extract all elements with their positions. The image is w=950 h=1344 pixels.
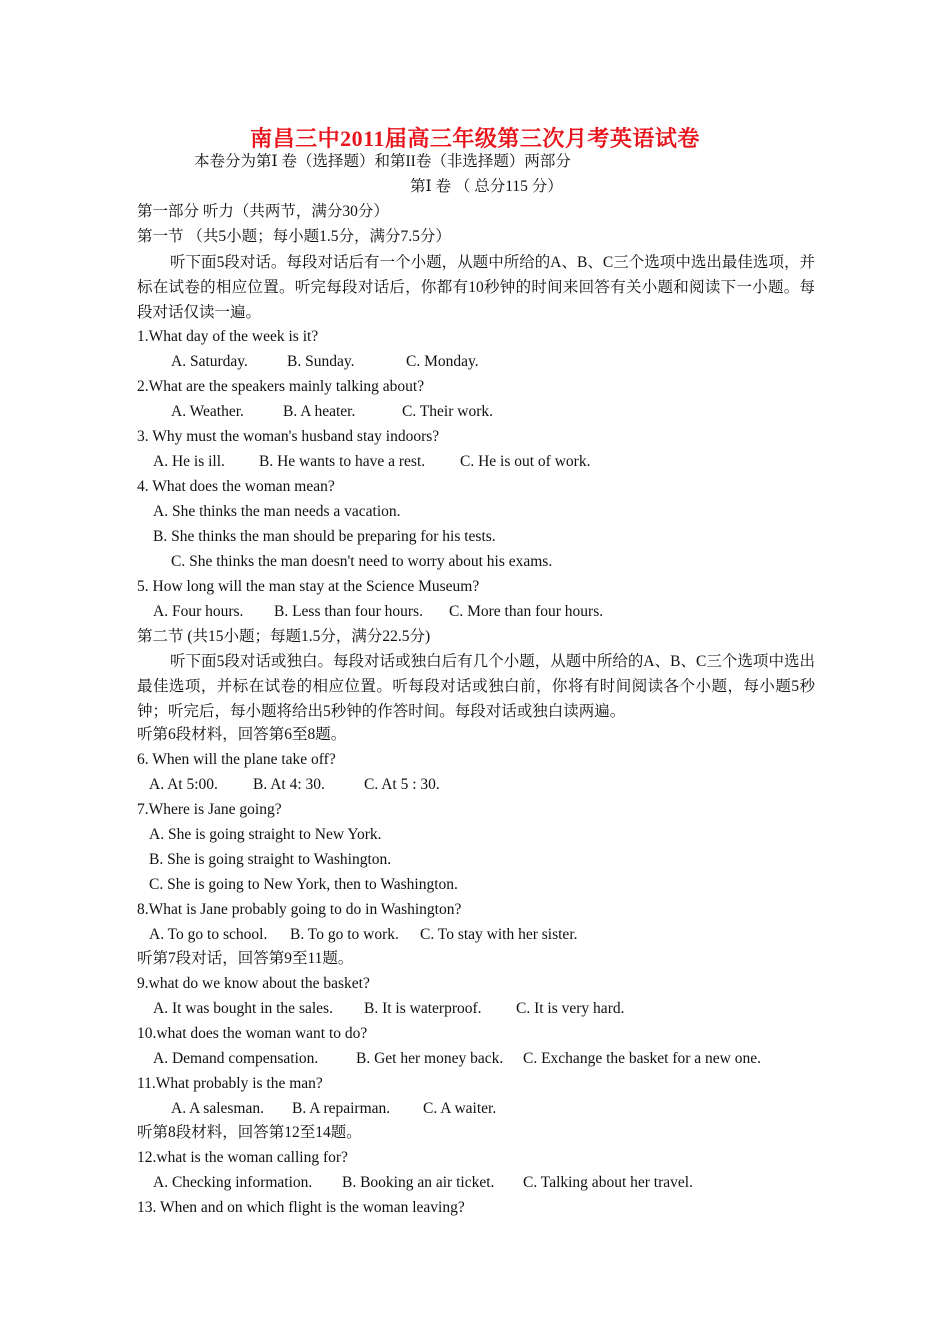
option-a: A. Saturday.: [171, 353, 248, 370]
option-a: A. Demand compensation.: [153, 1050, 319, 1067]
exam-intro: 本卷分为第Ⅰ 卷（选择题）和第II卷（非选择题）两部分: [194, 153, 571, 170]
question-5: 5. How long will the man stay at the Science Museum?: [137, 578, 480, 595]
question-2-options: [171, 401, 493, 423]
listen-material-8: 听第8段材料，回答第12至14题。: [137, 1124, 362, 1141]
section2-heading: 第二节 (共15小题；每题1.5分，满分22.5分): [137, 628, 431, 645]
option-b: B. Get her money back.: [356, 1050, 504, 1067]
listen-material-6: 听第6段材料，回答第6至8题。: [137, 726, 347, 743]
option-c: C. It is very hard.: [516, 1000, 625, 1017]
question-10-options: [153, 1048, 762, 1070]
option-c: C. Monday.: [406, 353, 479, 370]
question-9-options: [153, 998, 625, 1020]
option-a: A. At 5:00.: [149, 776, 218, 793]
option-c: C. To stay with her sister.: [420, 926, 578, 943]
section1-instructions: 听下面5段对话。每段对话后有一个小题，从题中所给的A、B、C三个选项中选出最佳选项，并标在试卷的相应位置。听完每段对话后，你都有10秒钟的时间来回答有关小题和阅读下一小题。每段对话仅读一遍。: [137, 254, 815, 321]
section1-heading: 第一节 （共5小题；每小题1.5分，满分7.5分）: [137, 228, 451, 245]
option-a: A. A salesman.: [171, 1100, 264, 1117]
option-c: C. More than four hours.: [449, 603, 604, 620]
question-6-options: [149, 774, 440, 796]
question-9: 9.what do we know about the basket?: [137, 975, 370, 992]
part-heading: 第一部分 听力（共两节，满分30分）: [137, 203, 389, 220]
question-11: 11.What probably is the man?: [137, 1075, 323, 1092]
option-c: C. Their work.: [402, 403, 493, 420]
option-c: C. Exchange the basket for a new one.: [523, 1050, 762, 1067]
question-12: 12.what is the woman calling for?: [137, 1149, 348, 1166]
option-a: A. She is going straight to New York.: [149, 826, 382, 843]
option-a: A. Four hours.: [153, 603, 244, 620]
option-b: B. To go to work.: [290, 926, 399, 943]
section2-instructions: 听下面5段对话或独白。每段对话或独白后有几个小题，从题中所给的A、B、C三个选项中选出最佳选项，并标在试卷的相应位置。听每段对话或独白前，你将有时间阅读各个小题，每小题5秒钟；听完后，每小题将给出5秒钟的作答时间。每段对话或独白读两遍。: [137, 653, 815, 720]
option-c: C. She thinks the man doesn't need to worry about his exams.: [171, 553, 553, 570]
question-7: 7.Where is Jane going?: [137, 801, 282, 818]
option-b: B. Less than four hours.: [274, 603, 423, 620]
question-12-options: [153, 1172, 693, 1194]
option-b: B. He wants to have a rest.: [259, 453, 426, 470]
question-11-options: [171, 1098, 497, 1120]
option-a: A. Weather.: [171, 403, 244, 420]
option-a: A. She thinks the man needs a vacation.: [153, 503, 401, 520]
option-b: B. She is going straight to Washington.: [149, 851, 392, 868]
question-8: 8.What is Jane probably going to do in Washington?: [137, 901, 462, 918]
question-10: 10.what does the woman want to do?: [137, 1025, 368, 1042]
question-8-options: [149, 924, 578, 946]
question-13: 13. When and on which flight is the woman leaving?: [137, 1199, 465, 1216]
option-b: B. Sunday.: [287, 353, 355, 370]
question-4: 4. What does the woman mean?: [137, 478, 335, 495]
option-c: C. Talking about her travel.: [523, 1174, 693, 1191]
option-b: B. A heater.: [283, 403, 356, 420]
option-c: C. He is out of work.: [460, 453, 591, 470]
question-5-options: [153, 601, 604, 623]
question-3: 3. Why must the woman's husband stay indoors?: [137, 428, 440, 445]
option-b: B. It is waterproof.: [364, 1000, 482, 1017]
option-c: C. At 5 : 30.: [364, 776, 440, 793]
option-a: A. It was bought in the sales.: [153, 1000, 333, 1017]
question-1-options: [171, 351, 479, 373]
option-b: B. She thinks the man should be preparing for his tests.: [153, 528, 496, 545]
exam-title: 南昌三中2011届高三年级第三次月考英语试卷: [250, 126, 700, 151]
volume-heading: 第Ⅰ 卷 （ 总分115 分）: [410, 178, 563, 195]
option-b: B. A repairman.: [292, 1100, 391, 1117]
option-a: A. To go to school.: [149, 926, 268, 943]
option-b: B. At 4: 30.: [253, 776, 325, 793]
question-1: 1.What day of the week is it?: [137, 328, 319, 345]
option-b: B. Booking an air ticket.: [342, 1174, 495, 1191]
question-3-options: [153, 451, 591, 473]
option-a: A. Checking information.: [153, 1174, 313, 1191]
listen-material-7: 听第7段对话，回答第9至11题。: [137, 950, 354, 967]
option-a: A. He is ill.: [153, 453, 225, 470]
question-6: 6. When will the plane take off?: [137, 751, 336, 768]
option-c: C. A waiter.: [423, 1100, 497, 1117]
question-2: 2.What are the speakers mainly talking about?: [137, 378, 425, 395]
option-c: C. She is going to New York, then to Washington.: [149, 876, 458, 893]
